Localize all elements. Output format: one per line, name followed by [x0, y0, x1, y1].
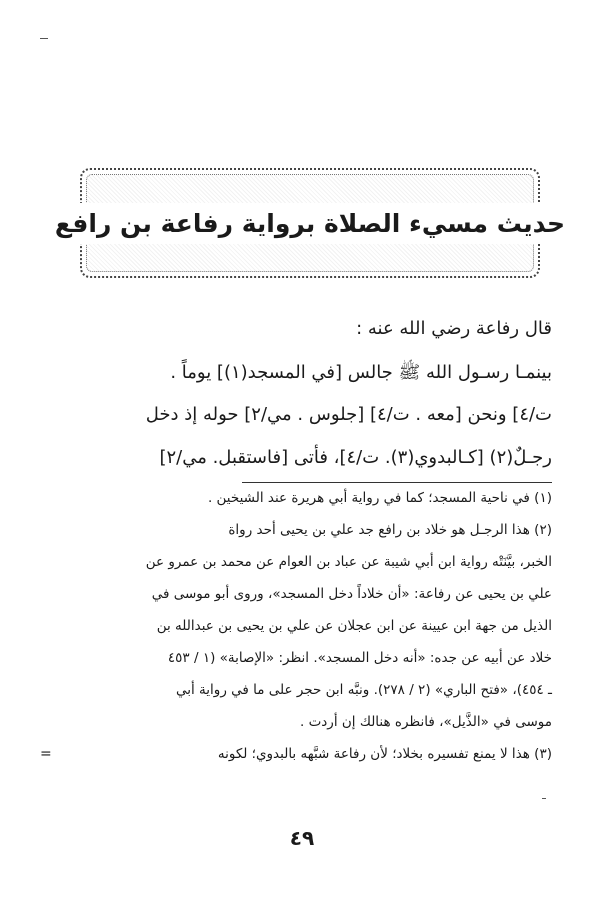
page-number: ٤٩ [289, 826, 315, 850]
footnote-line: ـ ٤٥٤)، «فتح الباري» (٢ / ٢٧٨). ونبَّه ابن حجر على ما في رواية أبي [176, 682, 552, 698]
title-ornament [54, 174, 566, 272]
corner-mark [40, 38, 48, 39]
footnote-line: علي بن يحيى عن رفاعة: «أن خلاداً دخل المسجد»، وروى أبو موسى في [151, 586, 552, 602]
margin-dot [542, 798, 546, 799]
main-text-line: ت/٤] ونحن [معه . ت/٤] [جلوس . مي/٢] حوله إذ دخل [145, 404, 552, 425]
footnote-line: الخبر، بيَّنَتْه رواية ابن أبي شيبة عن عباد بن العوام عن محمد بن عمرو عن [145, 554, 552, 570]
footnote-line: (٣) هذا لا يمنع تفسيره بخلاد؛ لأن رفاعة شبَّهه بالبدوي؛ لكونه [217, 746, 552, 762]
main-text-line: رجـلٌ(٢) [كـالبدوي(٣). ت/٤]، فأتى [فاستقبل. مي/٢] [159, 447, 552, 468]
continuation-mark: = [40, 746, 52, 762]
footnote-line: (١) في ناحية المسجد؛ كما في رواية أبي هريرة عند الشيخين . [207, 490, 552, 506]
intro-line: قال رفاعة رضي الله عنه : [356, 318, 552, 339]
main-text-line: بينمـا رسـول الله ﷺ جالس [في المسجد(١)] يوماً . [170, 362, 552, 383]
chapter-title: حديث مسيء الصلاة برواية رفاعة بن رافع [37, 203, 583, 244]
footnote-line: الذيل من جهة ابن عيينة عن ابن عجلان عن علي بن يحيى بن عبدالله بن [156, 618, 552, 634]
footnote-divider [242, 482, 552, 483]
footnote-line: (٢) هذا الرجـل هو خلاد بن رافع جد علي بن يحيى أحد رواة [228, 522, 552, 538]
title-frame [54, 168, 566, 278]
footnote-line: خلاد عن أبيه عن جده: «أنه دخل المسجد». انظر: «الإصابة» (١ / ٤٥٣ [167, 650, 552, 666]
footnote-line: موسى في «الذَّيل»، فانظره هنالك إن أردت . [300, 714, 552, 730]
